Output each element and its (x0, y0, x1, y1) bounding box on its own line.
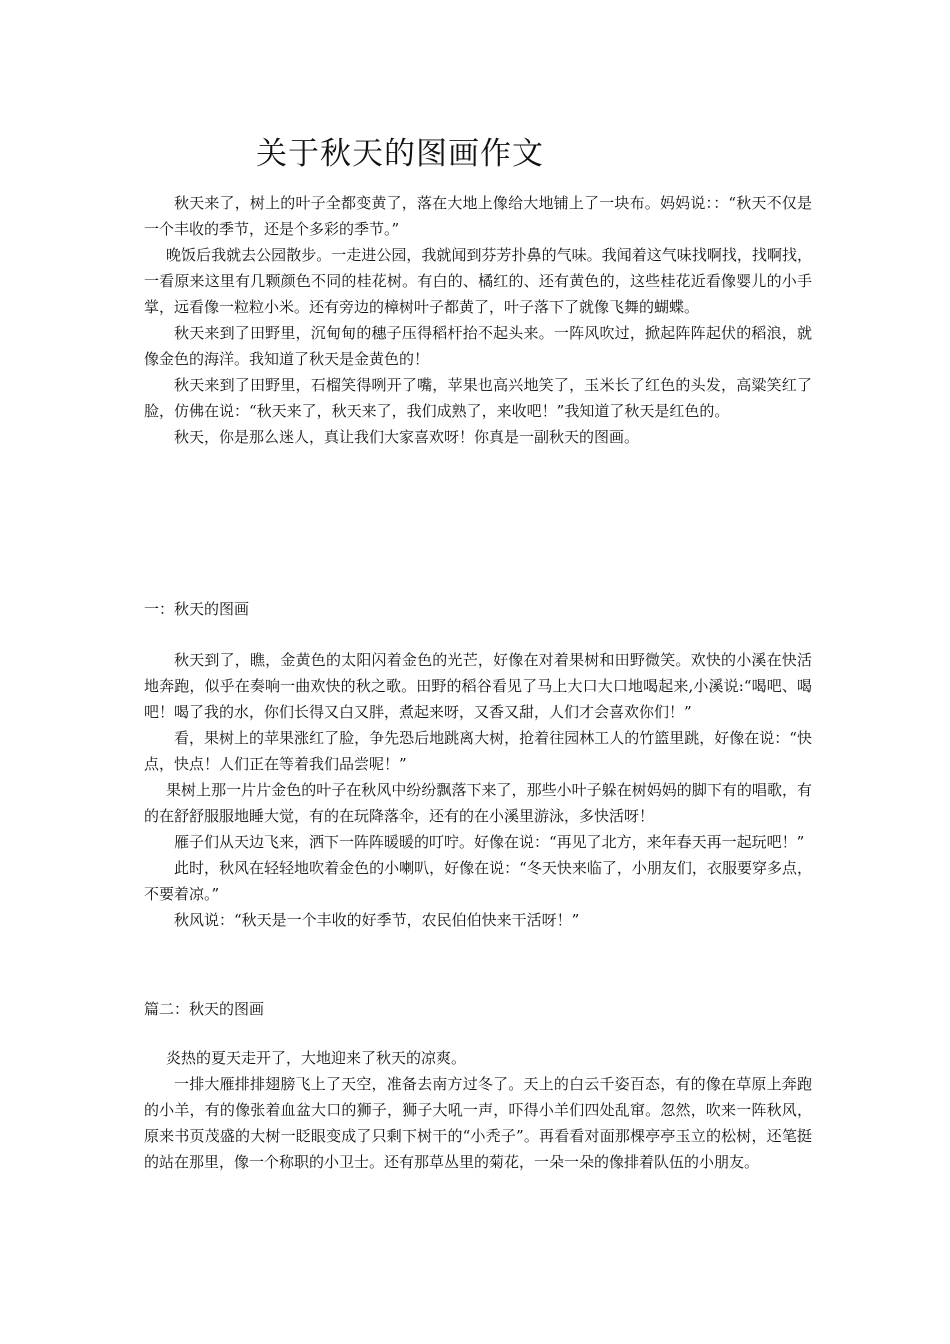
section2-paragraph: 一排大雁排排翅膀飞上了天空，准备去南方过冬了。天上的白云千姿百态，有的像在草原上奔跑的小羊，有的像张着血盆大口的狮子，狮子大吼一声，吓得小羊们四处乱窜。忽然，吹来一阵秋风，原来书页茂盛的大树一眨眼变成了只剩下树干的“小秃子”。再看看对面那棵亭亭玉立的松树，还笔挺的站在那里，像一个称职的小卫士。还有那草丛里的菊花，一朵一朵的像排着队伍的小朋友。 (144, 1075, 812, 1171)
section1-paragraph: 果树上那一片片金色的叶子在秋风中纷纷飘落下来了，那些小叶子躲在树妈妈的脚下有的唱歌，有的在舒舒服服地睡大觉，有的在玩降落伞，还有的在小溪里游泳，多快活呀！ (144, 781, 812, 825)
section1-paragraph: 此时，秋风在轻轻地吹着金色的小喇叭，好像在说：“冬天快来临了，小朋友们，衣服要穿多点，不要着凉。” (144, 859, 812, 903)
section1-paragraph: 秋风说：“秋天是一个丰收的好季节，农民伯伯快来干活呀！” (174, 911, 580, 929)
section1-paragraph: 看，果树上的苹果涨红了脸，争先恐后地跳离大树，抢着往园林工人的竹篮里跳，好像在说：“快点，快点！人们正在等着我们品尝呢！” (144, 729, 812, 773)
section1-paragraph: 秋天到了，瞧，金黄色的太阳闪着金色的光芒，好像在对着果树和田野微笑。欢快的小溪在快活地奔跑，似乎在奏响一曲欢快的秋之歌。田野的稻谷看见了马上大口大口地喝起来,小溪说:“喝吧、喝吧！喝了我的水，你们长得又白又胖，煮起来呀，又香又甜，人们才会喜欢你们！” (144, 651, 812, 721)
intro-paragraph: 晚饭后我就去公园散步。一走进公园，我就闻到芬芳扑鼻的气味。我闻着这气味找啊找，找啊找，一看原来这里有几颗颜色不同的桂花树。有白的、橘红的、还有黄色的，这些桂花近看像婴儿的小手掌，远看像一粒粒小米。还有旁边的樟树叶子都黄了，叶子落下了就像飞舞的蝴蝶。 (144, 246, 812, 316)
document-title: 关于秋天的图画作文 (256, 136, 544, 172)
section2-heading: 篇二：秋天的图画 (144, 1000, 265, 1018)
intro-section (144, 190, 812, 450)
section2-paragraph: 炎热的夏天走开了，大地迎来了秋天的凉爽。 (166, 1049, 467, 1067)
intro-paragraph: 秋天来了，树上的叶子全都变黄了，落在大地上像给大地铺上了一块布。妈妈说：：“秋天不仅是一个丰收的季节，还是个多彩的季节。” (144, 194, 812, 238)
section1-paragraph: 雁子们从天边飞来，洒下一阵阵暖暖的叮咛。好像在说：“再见了北方，来年春天再一起玩吧！” (174, 833, 805, 851)
section1-body (144, 647, 812, 933)
section1-heading: 一：秋天的图画 (144, 600, 250, 618)
intro-paragraph: 秋天，你是那么迷人，真让我们大家喜欢呀！你真是一副秋天的图画。 (174, 428, 640, 446)
section2-body (144, 1045, 812, 1175)
intro-paragraph: 秋天来到了田野里，沉甸甸的穗子压得稻杆抬不起头来。一阵风吹过，掀起阵阵起伏的稻浪，就像金色的海洋。我知道了秋天是金黄色的！ (144, 324, 812, 368)
intro-paragraph: 秋天来到了田野里，石榴笑得咧开了嘴，苹果也高兴地笑了，玉米长了红色的头发，高粱笑红了脸，仿佛在说：“秋天来了，秋天来了，我们成熟了，来收吧！”我知道了秋天是红色的。 (144, 376, 812, 420)
